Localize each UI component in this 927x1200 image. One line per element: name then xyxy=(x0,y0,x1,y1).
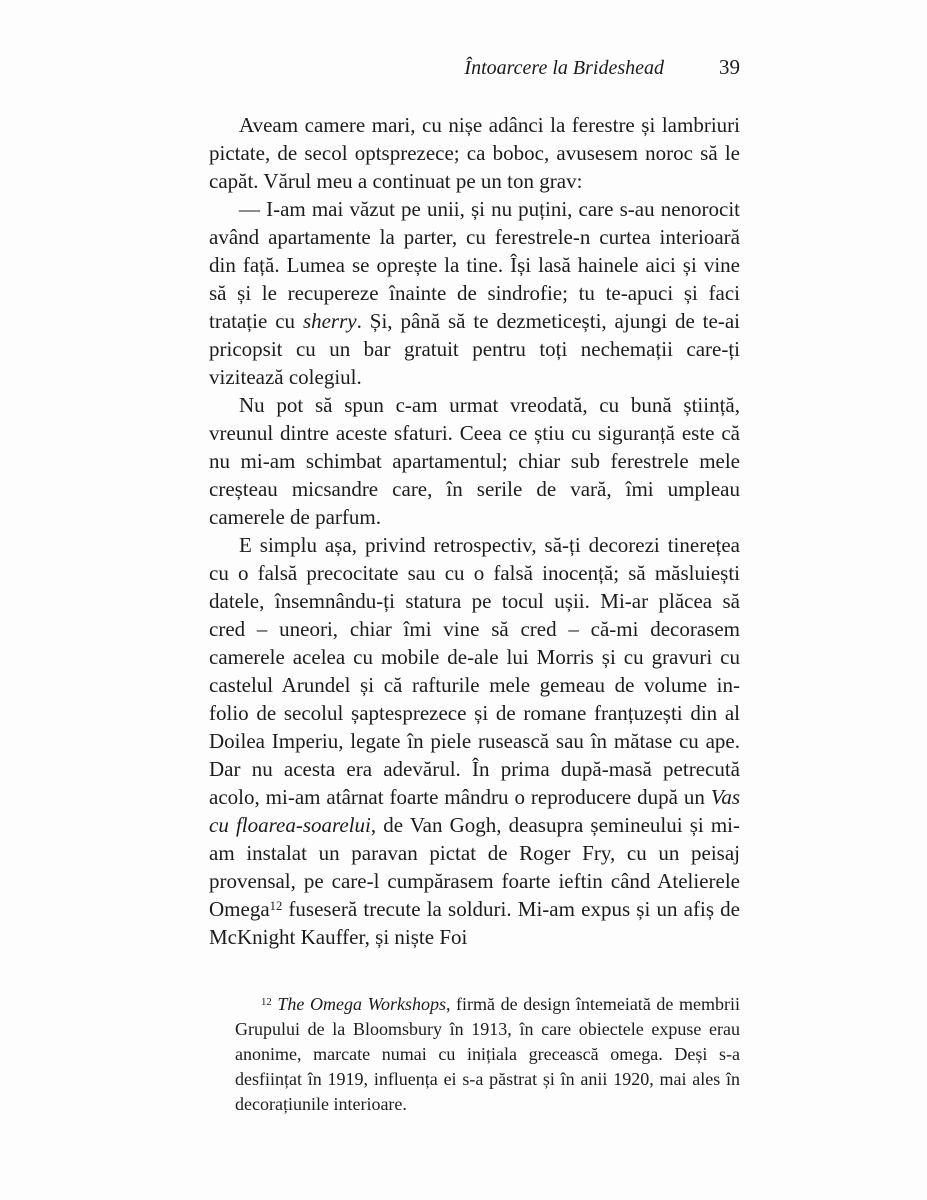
paragraph-4: E simplu așa, privind retrospectiv, să-ți decorezi tinerețea cu o falsă precocitate sau cu o falsă inocență; să măsluiești datele, însemnându-ți statura pe tocul ușii. Mi-ar plăcea să cred – uneori, chiar îmi vine să cred – că-mi decorasem camerele acelea cu mobile de-ale lui Morris și cu gravuri cu castelul Arundel și că rafturile mele gemeau de volume in-folio de secolul șaptesprezece și de romane franțuzești din al Doilea Imperiu, legate în piele rusească sau în mătase cu ape. Dar nu acesta era adevărul. În prima după-masă petrecută acolo, mi-am atârnat foarte mândru o reproducere după un Vas cu floarea-soarelui, de Van Gogh, deasupra șemineului și mi-am instalat un paravan pictat de Roger Fry, cu un peisaj provensal, pe care-l cumpărasem foarte ieftin când Atelierele Omega$^{12}$ fuseseră trecute la solduri. Mi-am expus și un afiș de McKnight Kauffer, și niște Foi xyxy=(209,533,740,949)
page-header xyxy=(209,55,740,80)
paragraph-2-dialogue: — I-am mai văzut pe unii, și nu puțini, care s-au nenorocit având apartamente la parter, cu ferestrele-n curtea interioară din față. Lumea se oprește la tine. Își lasă hainele aici și vine să și le recupereze înainte de sindrofie; tu te-apuci și faci tratație cu sherry. Și, până să te dezmeticești, ajungi de te-ai pricopsit cu un bar gratuit pentru toți nechemații care-ți vizitează colegiul. xyxy=(209,197,740,389)
page-number: 39 xyxy=(719,55,740,79)
paragraph-3: Nu pot să spun c-am urmat vreodată, cu bună știință, vreunul dintre aceste sfaturi. Ceea ce știu cu siguranță este că nu mi-am schimbat apartamentul; chiar sub ferestrele mele creșteau micsandre care, în serile de vară, îmi umpleau camerele de parfum. xyxy=(209,393,740,529)
body-text xyxy=(209,111,740,951)
running-head-title: Întoarcere la Brideshead xyxy=(464,57,664,79)
footnote-12: $^{12}$ The Omega Workshops, firmă de design întemeiată de membrii Grupului de la Bloomsbury în 1913, în care obiectele expuse erau anonime, marcate numai cu inițiala grecească omega. Deși s-a desființat în 1919, influența ei s-a păstrat și în anii 1920, mai ales în decorațiunile interioare. xyxy=(235,994,740,1114)
paragraph-1: Aveam camere mari, cu nișe adânci la ferestre și lambriuri pictate, de secol optsprezece; ca boboc, avusesem noroc să le capăt. Vărul meu a continuat pe un ton grav: xyxy=(209,113,740,193)
